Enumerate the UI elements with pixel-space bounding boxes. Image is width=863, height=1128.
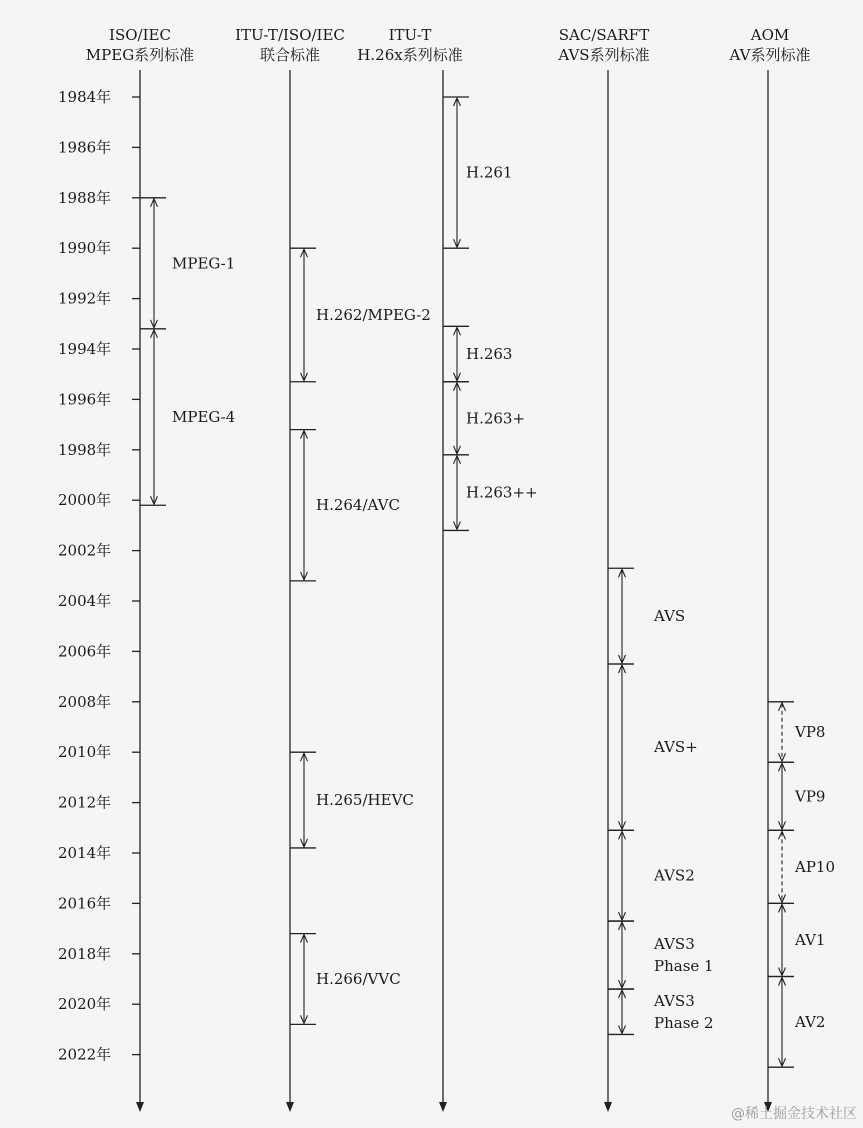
standard-label: AVS+ [654,738,698,757]
year-label: 1986年 [58,138,112,157]
year-label: 1988年 [58,188,112,207]
standard-label: H.263++ [466,483,538,502]
column-header-itu: H.26x系列标准 [357,46,463,64]
standard-label: H.261 [466,163,513,182]
standard-label: AVS3 [654,991,695,1010]
column-header-itu: ITU-T [388,26,432,44]
standard-label: Phase 1 [654,957,714,976]
year-label: 2010年 [58,743,112,762]
column-header-avs: AVS系列标准 [558,46,650,64]
column-header-joint: ITU-T/ISO/IEC [235,26,345,44]
column-header-mpeg: MPEG系列标准 [85,46,195,64]
standard-label: H.263+ [466,409,526,428]
year-label: 1994年 [58,340,112,358]
column-header-aom: AV系列标准 [729,46,811,64]
standard-label: H.265/HEVC [316,791,414,810]
column-header-joint: 联合标准 [259,46,321,64]
year-label: 2008年 [58,692,112,711]
year-label: 1984年 [58,88,112,106]
year-label: 2000年 [58,491,112,510]
standard-label: Phase 2 [654,1013,714,1032]
year-label: 2004年 [58,592,112,610]
axis-arrow-avs [604,1102,612,1112]
column-header-aom: AOM [750,26,790,44]
axis-arrow-mpeg [136,1102,144,1112]
year-label: 2006年 [58,642,112,661]
standard-label: AVS3 [654,935,695,954]
column-header-avs: SAC/SARFT [558,26,650,44]
watermark-text: @稀土掘金技术社区 [731,1106,857,1122]
year-label: 2014年 [58,844,112,862]
standard-label: AVS2 [654,866,695,885]
year-label: 2020年 [58,995,112,1014]
axis-arrow-joint [286,1102,294,1112]
standard-label: H.264/AVC [316,496,400,515]
standard-label: VP8 [795,723,826,742]
year-label: 2022年 [58,1045,112,1064]
year-label: 1996年 [58,390,112,409]
year-label: 1998年 [58,440,112,459]
standard-label: H.262/MPEG-2 [316,305,431,324]
year-label: 2018年 [58,944,112,963]
year-label: 1992年 [58,289,112,308]
year-label: 1990年 [58,239,112,258]
year-label: 2002年 [58,541,112,560]
year-label: 2012年 [58,793,112,812]
standard-label: VP9 [795,787,826,806]
column-header-mpeg: ISO/IEC [109,26,171,44]
standard-label: H.266/VVC [316,970,401,988]
standard-label: AV1 [795,930,826,949]
standard-label: AVS [654,607,686,626]
standard-label: H.263 [466,345,513,364]
standard-label: MPEG-4 [172,408,236,427]
standard-label: MPEG-1 [172,254,236,273]
year-label: 2016年 [58,894,112,913]
standard-label: AV2 [795,1012,826,1031]
axis-arrow-itu [439,1102,447,1112]
standard-label: AP10 [795,857,836,876]
